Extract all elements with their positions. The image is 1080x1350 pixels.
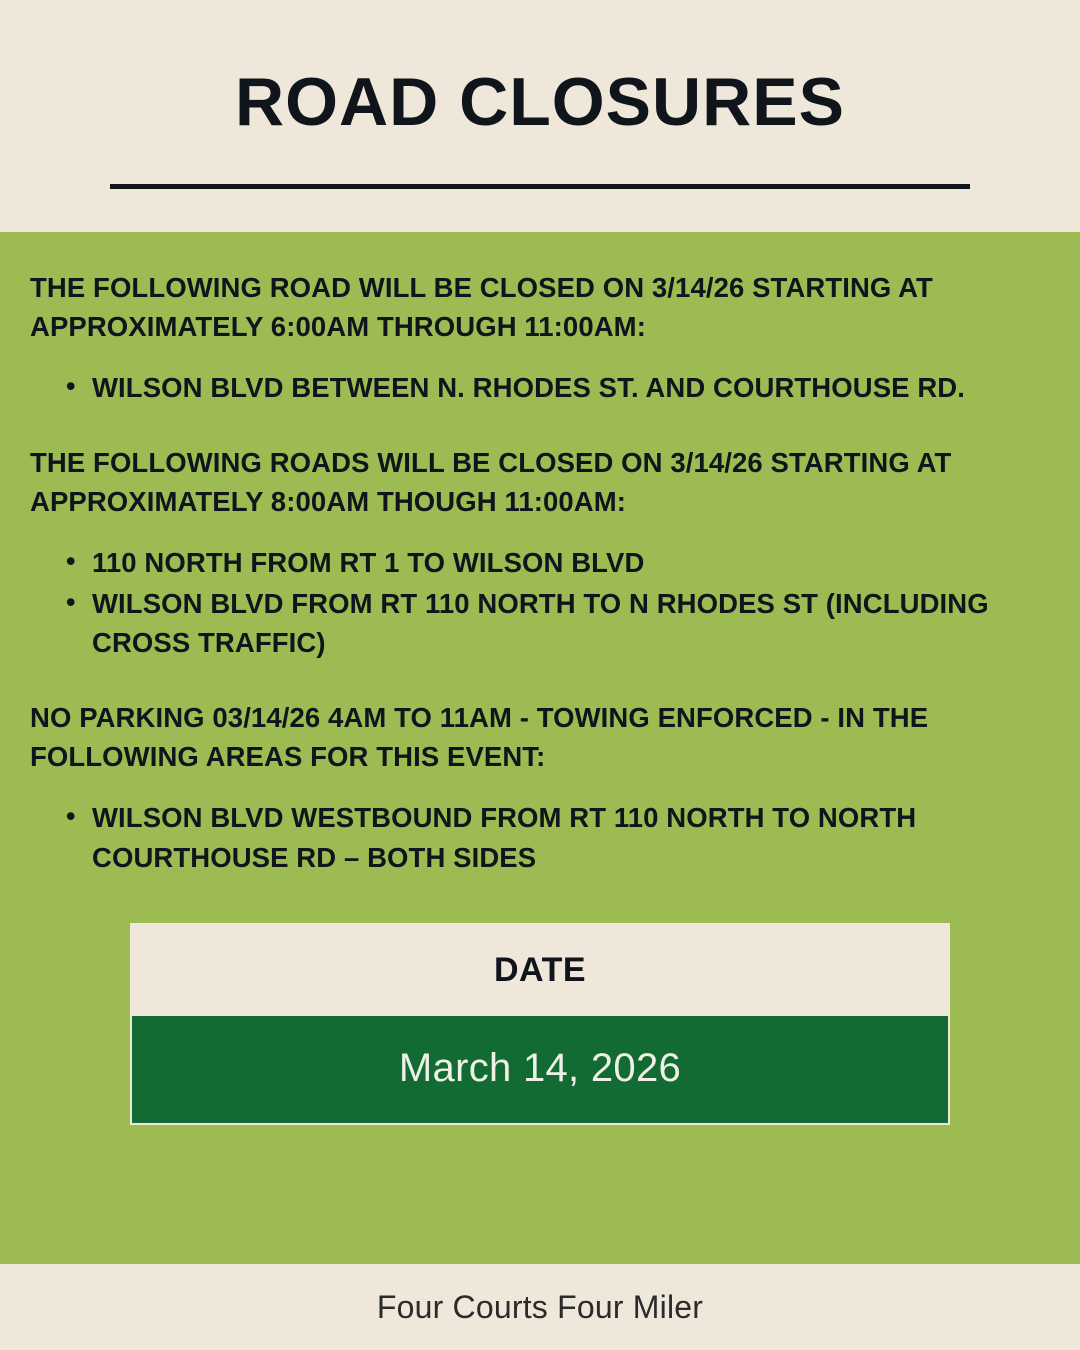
page-title: ROAD CLOSURES (235, 64, 845, 140)
closure-bullets-1 (30, 368, 1050, 407)
closure-bullets-3 (30, 798, 1050, 876)
closure-bullets-2 (30, 543, 1050, 662)
list-item: • WILSON BLVD WESTBOUND FROM RT 110 NORTH TO NORTH COURTHOUSE RD – BOTH SIDES (92, 798, 1050, 876)
closure-paragraph-1: THE FOLLOWING ROAD WILL BE CLOSED ON 3/14/26 STARTING AT APPROXIMATELY 6:00AM THROUGH 11:00AM: (30, 272, 933, 343)
date-card-label: DATE (132, 925, 948, 1016)
list-item: • 110 NORTH FROM RT 1 TO WILSON BLVD (92, 543, 1050, 582)
list-item: • WILSON BLVD BETWEEN N. RHODES ST. AND COURTHOUSE RD. (92, 368, 1050, 407)
event-name: Four Courts Four Miler (376, 1288, 704, 1325)
closure-paragraph-2: THE FOLLOWING ROADS WILL BE CLOSED ON 3/14/26 STARTING AT APPROXIMATELY 8:00AM THOUGH 11:00AM: (30, 447, 952, 518)
date-card (130, 923, 950, 1125)
date-card-value: March 14, 2026 (132, 1016, 948, 1123)
closure-details (0, 232, 1080, 1264)
title-divider (110, 184, 970, 189)
header (0, 0, 1080, 232)
list-item: • WILSON BLVD FROM RT 110 NORTH TO N RHODES ST (INCLUDING CROSS TRAFFIC) (92, 584, 1050, 662)
closure-paragraph-3: NO PARKING 03/14/26 4AM TO 11AM - TOWING ENFORCED - IN THE FOLLOWING AREAS FOR THIS EVENT: (30, 702, 929, 773)
footer (0, 1264, 1080, 1350)
